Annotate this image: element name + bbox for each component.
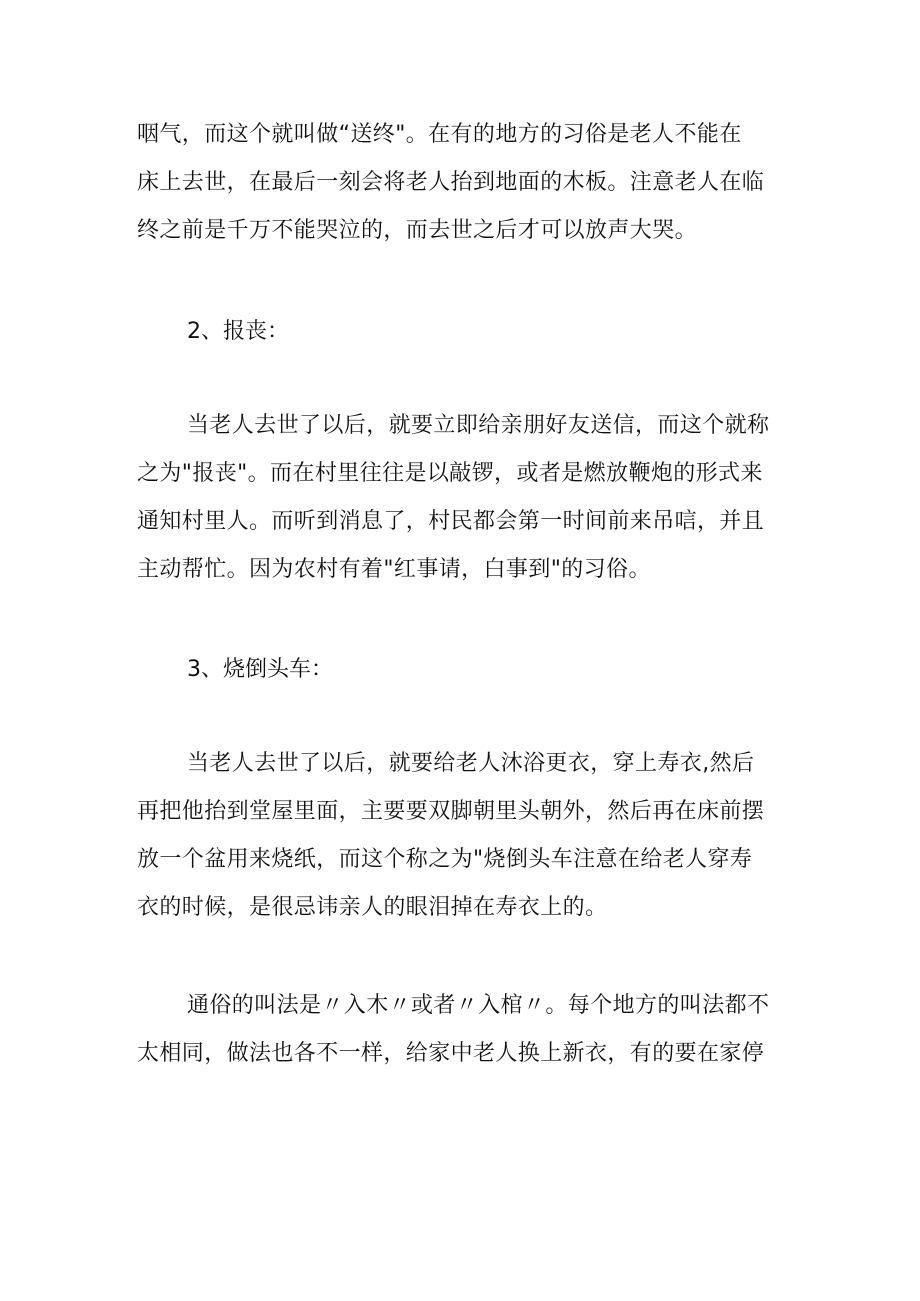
paragraph-line: 当老人去世了以后，就要立即给亲朋好友送信，而这个就称 [187, 413, 770, 438]
paragraph-line: 通知村里人。而听到消息了，村民都会第一时间前来吊唁，并且 [137, 509, 765, 534]
section-heading-2: 2、报丧： [187, 319, 289, 344]
paragraph-line: 衣的时候，是很忌讳亲人的眼泪掉在寿衣上的。 [137, 895, 608, 920]
paragraph-line: 床上去世，在最后一刻会将老人抬到地面的木板。注意老人在临 [137, 170, 765, 195]
paragraph-line: 咽气，而这个就叫做“送终"。在有的地方的习俗是老人不能在 [137, 122, 742, 147]
paragraph-1 [137, 111, 789, 255]
paragraph-3 [137, 740, 789, 932]
paragraph-line: 终之前是千万不能哭泣的，而去世之后才可以放声大哭。 [137, 218, 698, 243]
section-heading-3: 3、烧倒头车： [187, 657, 333, 682]
paragraph-line: 放一个盆用来烧纸，而这个称之为"烧倒头车注意在给老人穿寿 [137, 847, 753, 872]
paragraph-4 [137, 982, 789, 1078]
paragraph-2 [137, 402, 789, 594]
paragraph-line: 再把他抬到堂屋里面，主要要双脚朝里头朝外，然后再在床前摆 [137, 799, 765, 824]
paragraph-line: 主动帮忙。因为农村有着"红事请，白事到"的习俗。 [137, 557, 651, 582]
paragraph-line: 通俗的叫法是〃入木〃或者〃入棺〃。每个地方的叫法都不 [187, 993, 770, 1018]
paragraph-line: 太相同，做法也各不一样，给家中老人换上新衣，有的要在家停 [137, 1041, 765, 1066]
paragraph-line: 当老人去世了以后，就要给老人沐浴更衣，穿上寿衣,然后 [187, 751, 755, 776]
paragraph-line: 之为"报丧"。而在村里往往是以敲锣，或者是燃放鞭炮的形式来 [137, 461, 763, 486]
